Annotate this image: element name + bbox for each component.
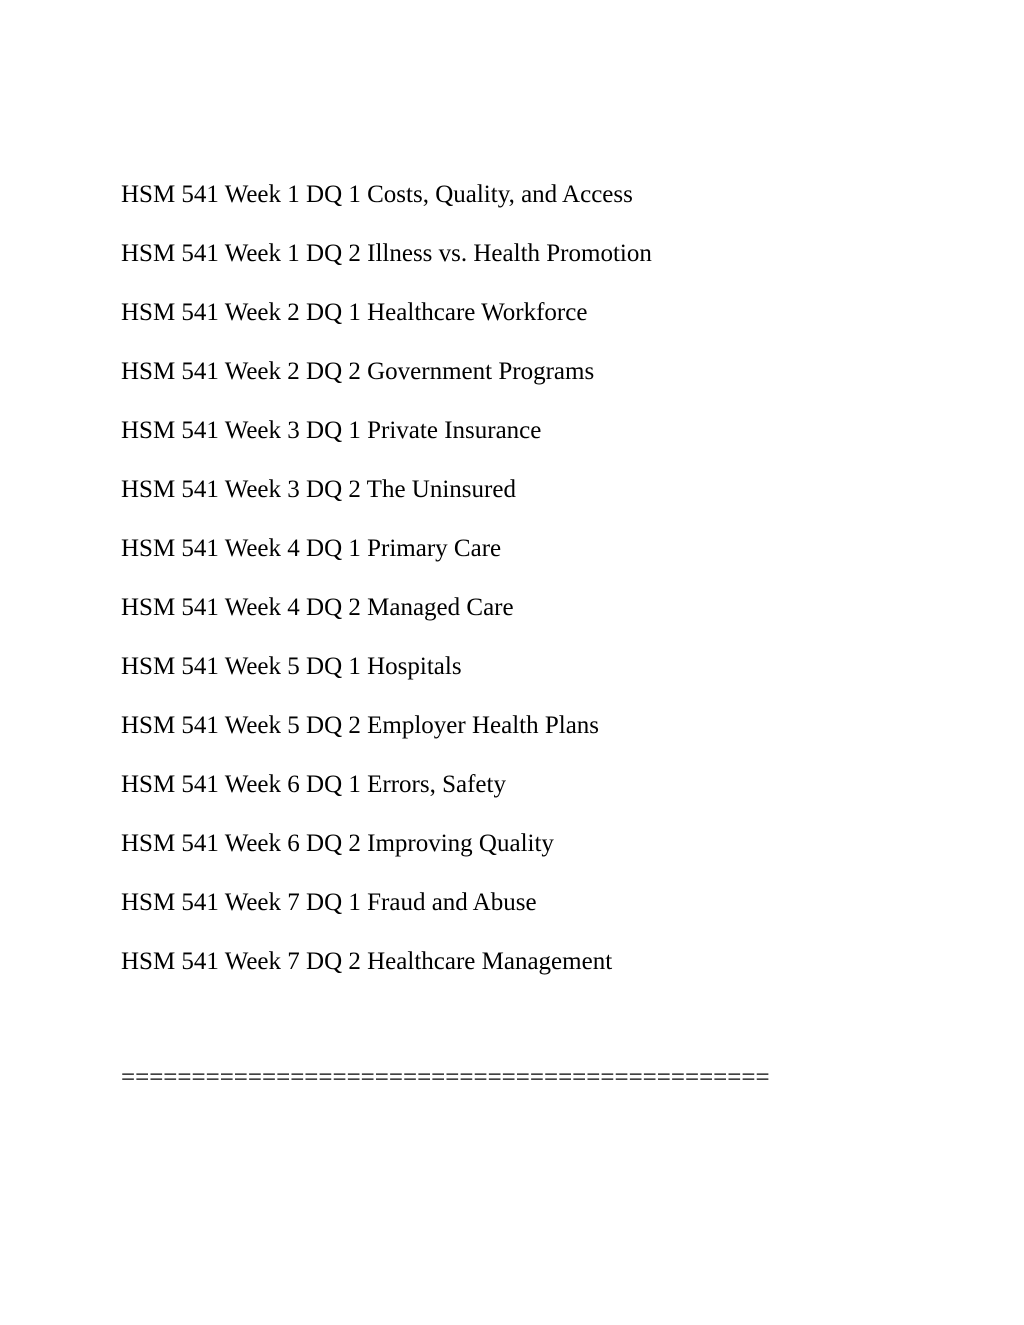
list-item: HSM 541 Week 4 DQ 1 Primary Care [121,535,502,562]
list-item: HSM 541 Week 4 DQ 2 Managed Care [121,594,514,621]
separator-line: ============================================== [121,1064,770,1091]
list-item: HSM 541 Week 3 DQ 2 The Uninsured [121,476,516,503]
list-item: HSM 541 Week 2 DQ 1 Healthcare Workforce [121,299,588,326]
list-item: HSM 541 Week 3 DQ 1 Private Insurance [121,417,542,444]
list-item: HSM 541 Week 7 DQ 1 Fraud and Abuse [121,889,537,916]
discussion-question-list [121,180,652,1006]
list-item: HSM 541 Week 5 DQ 1 Hospitals [121,653,462,680]
list-item: HSM 541 Week 5 DQ 2 Employer Health Plans [121,712,600,739]
list-item: HSM 541 Week 2 DQ 2 Government Programs [121,358,595,385]
list-item: HSM 541 Week 1 DQ 2 Illness vs. Health Promotion [121,240,652,267]
list-item: HSM 541 Week 7 DQ 2 Healthcare Management [121,948,613,975]
list-item: HSM 541 Week 6 DQ 2 Improving Quality [121,830,554,857]
list-item: HSM 541 Week 6 DQ 1 Errors, Safety [121,771,506,798]
list-item: HSM 541 Week 1 DQ 1 Costs, Quality, and Access [121,181,633,208]
